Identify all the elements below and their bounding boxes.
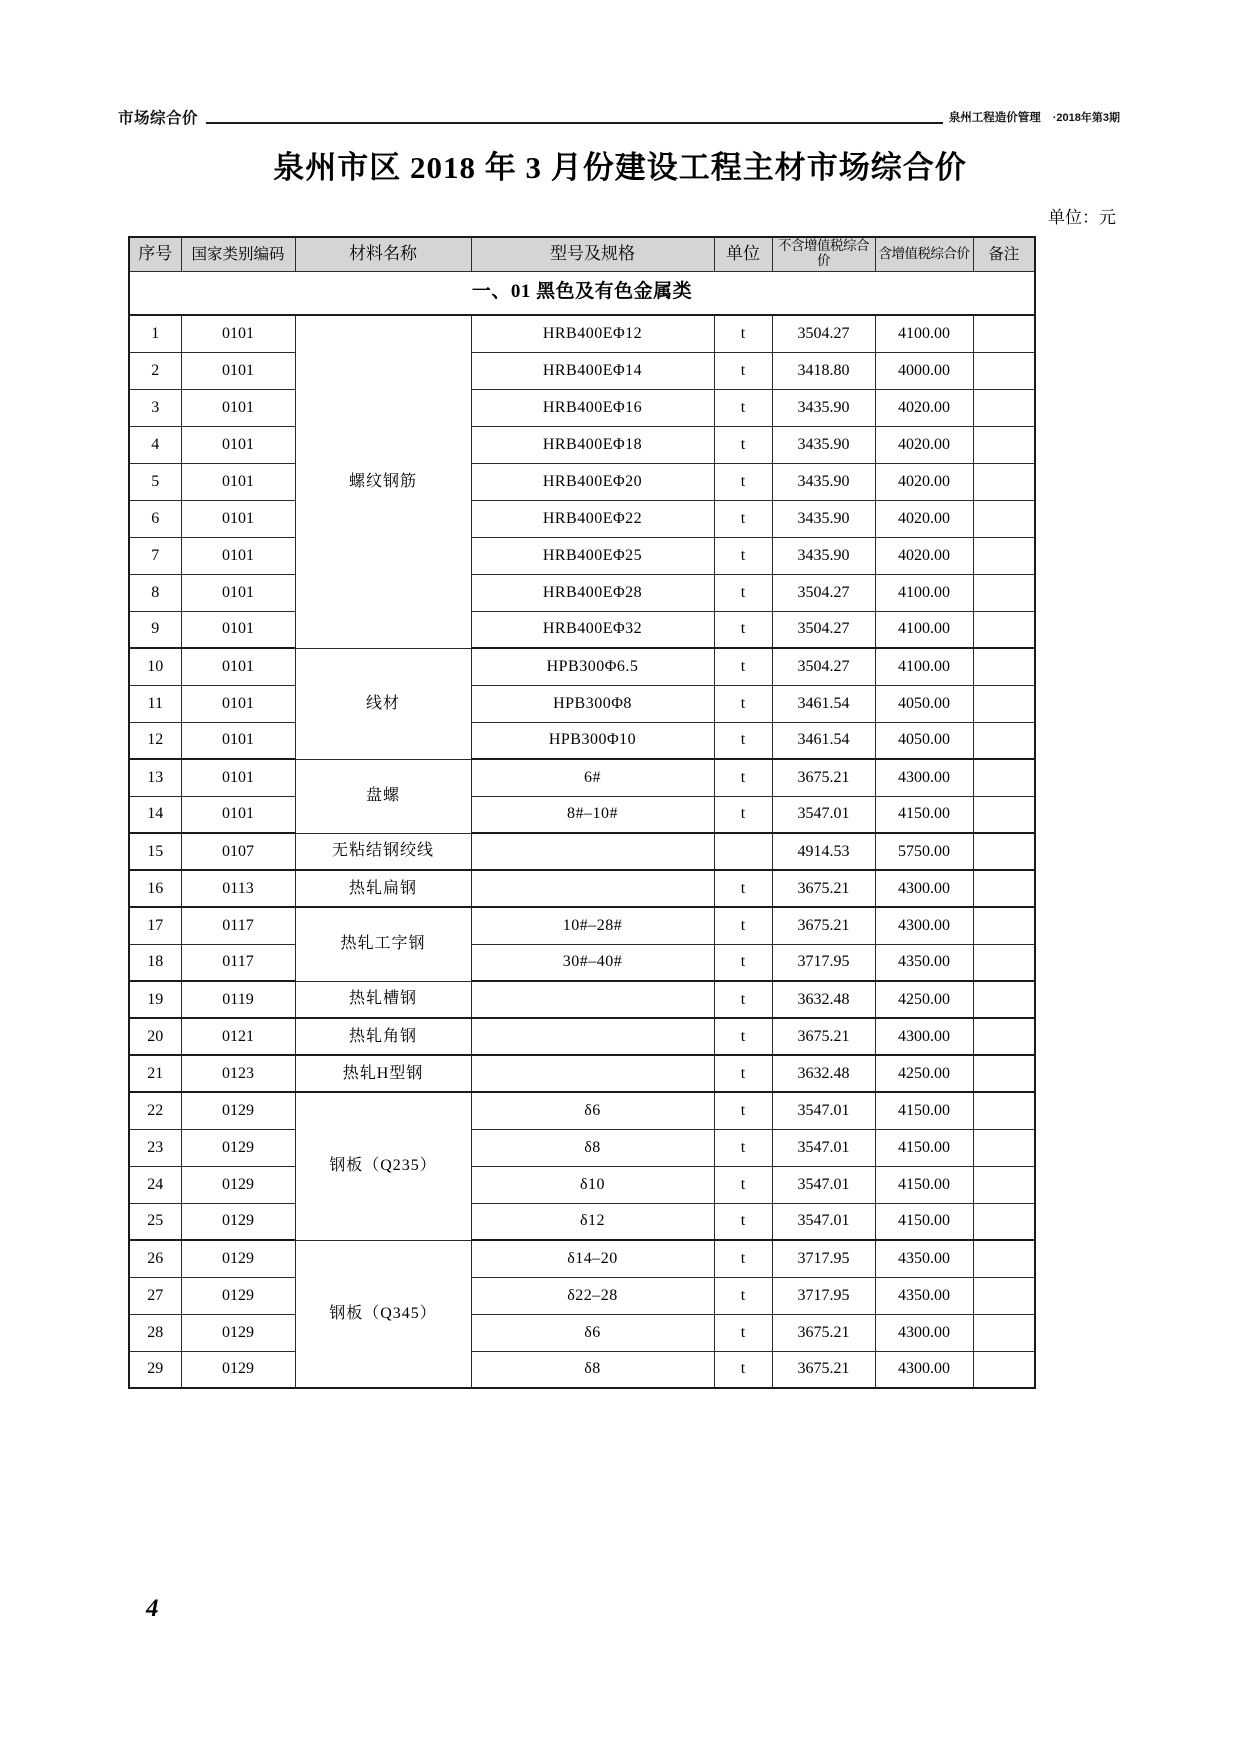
table-row <box>129 759 1035 796</box>
cell-index: 22 <box>129 1092 181 1129</box>
cell-unit: t <box>714 463 772 500</box>
cell-price-inc-tax: 4100.00 <box>875 611 973 648</box>
cell-unit: t <box>714 352 772 389</box>
cell-remark <box>973 537 1035 574</box>
cell-unit: t <box>714 685 772 722</box>
section-heading: 一、01 黑色及有色金属类 <box>129 271 1035 315</box>
cell-price-ex-tax: 3435.90 <box>772 389 875 426</box>
cell-code: 0101 <box>181 315 295 352</box>
cell-price-inc-tax: 5750.00 <box>875 833 973 870</box>
cell-unit: t <box>714 315 772 352</box>
cell-unit: t <box>714 537 772 574</box>
cell-price-inc-tax: 4350.00 <box>875 1240 973 1277</box>
cell-code: 0117 <box>181 907 295 944</box>
section-heading-row <box>129 271 1035 315</box>
cell-material-name: 钢板（Q235） <box>295 1092 471 1240</box>
col-header-index: 序号 <box>129 237 181 271</box>
cell-spec: 10#–28# <box>471 907 714 944</box>
cell-spec: HRB400EΦ28 <box>471 574 714 611</box>
cell-material-name: 热轧工字钢 <box>295 907 471 981</box>
cell-index: 20 <box>129 1018 181 1055</box>
cell-index: 11 <box>129 685 181 722</box>
cell-price-ex-tax: 3675.21 <box>772 870 875 907</box>
cell-index: 5 <box>129 463 181 500</box>
cell-spec: HRB400EΦ14 <box>471 352 714 389</box>
cell-unit: t <box>714 1018 772 1055</box>
running-head-publication: 泉州工程造价管理 <box>948 112 1041 124</box>
cell-code: 0101 <box>181 426 295 463</box>
cell-price-inc-tax: 4150.00 <box>875 1092 973 1129</box>
cell-unit: t <box>714 648 772 685</box>
cell-code: 0129 <box>181 1166 295 1203</box>
cell-price-ex-tax: 3547.01 <box>772 1129 875 1166</box>
cell-remark <box>973 1055 1035 1092</box>
cell-code: 0121 <box>181 1018 295 1055</box>
table-row <box>129 352 1035 389</box>
cell-price-ex-tax: 3547.01 <box>772 1166 875 1203</box>
cell-unit: t <box>714 1203 772 1240</box>
cell-price-inc-tax: 4150.00 <box>875 796 973 833</box>
cell-index: 14 <box>129 796 181 833</box>
cell-spec: HPB300Φ10 <box>471 722 714 759</box>
table-row <box>129 1314 1035 1351</box>
cell-remark <box>973 1351 1035 1388</box>
cell-price-ex-tax: 3504.27 <box>772 315 875 352</box>
cell-spec: HRB400EΦ18 <box>471 426 714 463</box>
cell-remark <box>973 315 1035 352</box>
table-row <box>129 1240 1035 1277</box>
col-header-spec: 型号及规格 <box>471 237 714 271</box>
cell-index: 9 <box>129 611 181 648</box>
cell-code: 0101 <box>181 796 295 833</box>
cell-price-inc-tax: 4020.00 <box>875 389 973 426</box>
cell-price-inc-tax: 4050.00 <box>875 722 973 759</box>
cell-index: 26 <box>129 1240 181 1277</box>
cell-index: 17 <box>129 907 181 944</box>
table-row <box>129 685 1035 722</box>
cell-remark <box>973 574 1035 611</box>
cell-unit: t <box>714 1129 772 1166</box>
unit-note: 单位：元 <box>1048 208 1116 227</box>
col-header-remark: 备注 <box>973 237 1035 271</box>
table-row <box>129 1055 1035 1092</box>
cell-price-inc-tax: 4300.00 <box>875 759 973 796</box>
cell-code: 0129 <box>181 1240 295 1277</box>
cell-price-ex-tax: 3547.01 <box>772 796 875 833</box>
cell-spec <box>471 1055 714 1092</box>
cell-code: 0101 <box>181 463 295 500</box>
cell-unit: t <box>714 759 772 796</box>
cell-spec: HPB300Φ6.5 <box>471 648 714 685</box>
running-head-rule <box>206 122 943 124</box>
cell-code: 0129 <box>181 1129 295 1166</box>
cell-price-ex-tax: 3504.27 <box>772 574 875 611</box>
table-row <box>129 315 1035 352</box>
col-header-material-name: 材料名称 <box>295 237 471 271</box>
cell-material-name: 钢板（Q345） <box>295 1240 471 1388</box>
cell-code: 0101 <box>181 685 295 722</box>
cell-spec: HRB400EΦ25 <box>471 537 714 574</box>
cell-code: 0101 <box>181 500 295 537</box>
cell-remark <box>973 1314 1035 1351</box>
table-row <box>129 500 1035 537</box>
price-table <box>128 236 1036 1389</box>
cell-index: 19 <box>129 981 181 1018</box>
running-head-issue: ·2018年第3期 <box>1052 112 1120 124</box>
cell-remark <box>973 722 1035 759</box>
cell-remark <box>973 796 1035 833</box>
cell-index: 10 <box>129 648 181 685</box>
cell-unit: t <box>714 981 772 1018</box>
cell-spec <box>471 981 714 1018</box>
cell-code: 0117 <box>181 944 295 981</box>
table-row <box>129 722 1035 759</box>
table-row <box>129 1203 1035 1240</box>
table-row <box>129 981 1035 1018</box>
price-table-head <box>129 237 1035 271</box>
cell-index: 16 <box>129 870 181 907</box>
cell-unit: t <box>714 1092 772 1129</box>
cell-remark <box>973 648 1035 685</box>
cell-code: 0129 <box>181 1092 295 1129</box>
cell-price-ex-tax: 3675.21 <box>772 1018 875 1055</box>
table-row <box>129 537 1035 574</box>
cell-code: 0101 <box>181 722 295 759</box>
table-row <box>129 1092 1035 1129</box>
cell-spec: HRB400EΦ32 <box>471 611 714 648</box>
cell-code: 0101 <box>181 611 295 648</box>
cell-code: 0101 <box>181 648 295 685</box>
cell-price-ex-tax: 3435.90 <box>772 537 875 574</box>
cell-price-ex-tax: 3717.95 <box>772 1240 875 1277</box>
cell-price-ex-tax: 3435.90 <box>772 426 875 463</box>
cell-price-inc-tax: 4300.00 <box>875 1351 973 1388</box>
cell-code: 0101 <box>181 352 295 389</box>
cell-index: 12 <box>129 722 181 759</box>
cell-remark <box>973 352 1035 389</box>
cell-index: 6 <box>129 500 181 537</box>
cell-price-inc-tax: 4150.00 <box>875 1203 973 1240</box>
cell-spec: δ6 <box>471 1092 714 1129</box>
cell-unit: t <box>714 1351 772 1388</box>
cell-spec: δ8 <box>471 1129 714 1166</box>
cell-unit <box>714 833 772 870</box>
cell-index: 13 <box>129 759 181 796</box>
cell-index: 27 <box>129 1277 181 1314</box>
cell-code: 0129 <box>181 1203 295 1240</box>
cell-price-inc-tax: 4300.00 <box>875 1314 973 1351</box>
cell-price-ex-tax: 3632.48 <box>772 981 875 1018</box>
cell-index: 23 <box>129 1129 181 1166</box>
cell-price-inc-tax: 4300.00 <box>875 907 973 944</box>
table-row <box>129 389 1035 426</box>
cell-price-inc-tax: 4020.00 <box>875 500 973 537</box>
cell-price-inc-tax: 4020.00 <box>875 426 973 463</box>
table-row <box>129 463 1035 500</box>
cell-unit: t <box>714 611 772 648</box>
cell-index: 24 <box>129 1166 181 1203</box>
page-number: 4 <box>146 1595 159 1622</box>
cell-spec <box>471 833 714 870</box>
cell-price-ex-tax: 3675.21 <box>772 1314 875 1351</box>
cell-index: 7 <box>129 537 181 574</box>
cell-price-ex-tax: 3504.27 <box>772 611 875 648</box>
cell-price-inc-tax: 4100.00 <box>875 648 973 685</box>
cell-unit: t <box>714 574 772 611</box>
cell-spec: HRB400EΦ12 <box>471 315 714 352</box>
col-header-unit: 单位 <box>714 237 772 271</box>
cell-price-inc-tax: 4150.00 <box>875 1166 973 1203</box>
cell-unit: t <box>714 1240 772 1277</box>
cell-spec: δ12 <box>471 1203 714 1240</box>
cell-price-inc-tax: 4050.00 <box>875 685 973 722</box>
cell-price-ex-tax: 4914.53 <box>772 833 875 870</box>
table-row <box>129 648 1035 685</box>
cell-spec: δ22–28 <box>471 1277 714 1314</box>
cell-spec: δ10 <box>471 1166 714 1203</box>
cell-remark <box>973 981 1035 1018</box>
table-row <box>129 870 1035 907</box>
table-row <box>129 1018 1035 1055</box>
cell-unit: t <box>714 1055 772 1092</box>
cell-spec: 6# <box>471 759 714 796</box>
cell-index: 28 <box>129 1314 181 1351</box>
table-row <box>129 1166 1035 1203</box>
cell-index: 29 <box>129 1351 181 1388</box>
cell-index: 2 <box>129 352 181 389</box>
cell-code: 0101 <box>181 574 295 611</box>
cell-spec: HRB400EΦ20 <box>471 463 714 500</box>
cell-index: 21 <box>129 1055 181 1092</box>
cell-material-name: 热轧角钢 <box>295 1018 471 1055</box>
cell-code: 0129 <box>181 1314 295 1351</box>
cell-material-name: 热轧H型钢 <box>295 1055 471 1092</box>
cell-price-ex-tax: 3675.21 <box>772 1351 875 1388</box>
price-table-body <box>129 271 1035 1388</box>
cell-unit: t <box>714 796 772 833</box>
table-row <box>129 833 1035 870</box>
cell-material-name: 热轧槽钢 <box>295 981 471 1018</box>
cell-price-inc-tax: 4350.00 <box>875 1277 973 1314</box>
cell-price-ex-tax: 3675.21 <box>772 907 875 944</box>
cell-spec: δ14–20 <box>471 1240 714 1277</box>
cell-remark <box>973 500 1035 537</box>
cell-index: 4 <box>129 426 181 463</box>
cell-remark <box>973 759 1035 796</box>
cell-price-ex-tax: 3632.48 <box>772 1055 875 1092</box>
cell-spec: HRB400EΦ22 <box>471 500 714 537</box>
cell-remark <box>973 907 1035 944</box>
cell-material-name: 螺纹钢筋 <box>295 315 471 648</box>
cell-spec: δ8 <box>471 1351 714 1388</box>
table-row <box>129 426 1035 463</box>
cell-price-inc-tax: 4350.00 <box>875 944 973 981</box>
table-row <box>129 611 1035 648</box>
cell-remark <box>973 389 1035 426</box>
cell-unit: t <box>714 426 772 463</box>
cell-price-inc-tax: 4100.00 <box>875 315 973 352</box>
cell-index: 18 <box>129 944 181 981</box>
cell-remark <box>973 1129 1035 1166</box>
cell-price-inc-tax: 4300.00 <box>875 1018 973 1055</box>
table-row <box>129 944 1035 981</box>
table-header-row <box>129 237 1035 271</box>
cell-spec: δ6 <box>471 1314 714 1351</box>
cell-index: 1 <box>129 315 181 352</box>
cell-code: 0107 <box>181 833 295 870</box>
cell-unit: t <box>714 944 772 981</box>
cell-price-ex-tax: 3547.01 <box>772 1092 875 1129</box>
cell-price-ex-tax: 3717.95 <box>772 1277 875 1314</box>
page-title: 泉州市区 2018 年 3 月份建设工程主材市场综合价 <box>273 150 967 185</box>
cell-price-ex-tax: 3461.54 <box>772 722 875 759</box>
cell-price-ex-tax: 3717.95 <box>772 944 875 981</box>
cell-price-inc-tax: 4150.00 <box>875 1129 973 1166</box>
cell-unit: t <box>714 870 772 907</box>
table-row <box>129 574 1035 611</box>
table-row <box>129 907 1035 944</box>
cell-remark <box>973 463 1035 500</box>
cell-remark <box>973 1277 1035 1314</box>
cell-spec <box>471 870 714 907</box>
cell-unit: t <box>714 722 772 759</box>
cell-remark <box>973 870 1035 907</box>
cell-code: 0129 <box>181 1351 295 1388</box>
cell-spec: 30#–40# <box>471 944 714 981</box>
cell-unit: t <box>714 1277 772 1314</box>
cell-code: 0119 <box>181 981 295 1018</box>
cell-price-inc-tax: 4250.00 <box>875 981 973 1018</box>
cell-remark <box>973 611 1035 648</box>
cell-remark <box>973 1166 1035 1203</box>
cell-code: 0101 <box>181 759 295 796</box>
cell-material-name: 线材 <box>295 648 471 759</box>
cell-price-ex-tax: 3675.21 <box>772 759 875 796</box>
cell-spec: HPB300Φ8 <box>471 685 714 722</box>
cell-unit: t <box>714 907 772 944</box>
cell-remark <box>973 1092 1035 1129</box>
cell-price-ex-tax: 3547.01 <box>772 1203 875 1240</box>
cell-unit: t <box>714 389 772 426</box>
table-row <box>129 1351 1035 1388</box>
cell-price-inc-tax: 4020.00 <box>875 537 973 574</box>
cell-price-inc-tax: 4300.00 <box>875 870 973 907</box>
cell-remark <box>973 1018 1035 1055</box>
cell-price-inc-tax: 4000.00 <box>875 352 973 389</box>
cell-price-inc-tax: 4100.00 <box>875 574 973 611</box>
cell-material-name: 无粘结钢绞线 <box>295 833 471 870</box>
col-header-price-inc-tax: 含增值税综合价 <box>875 237 973 271</box>
cell-index: 8 <box>129 574 181 611</box>
cell-price-inc-tax: 4020.00 <box>875 463 973 500</box>
cell-unit: t <box>714 1314 772 1351</box>
col-header-price-ex-tax: 不含增值税综合价 <box>772 237 875 271</box>
price-table-wrap <box>128 236 1020 1389</box>
table-row <box>129 1277 1035 1314</box>
cell-unit: t <box>714 500 772 537</box>
cell-code: 0113 <box>181 870 295 907</box>
cell-price-ex-tax: 3418.80 <box>772 352 875 389</box>
cell-index: 15 <box>129 833 181 870</box>
cell-price-ex-tax: 3435.90 <box>772 500 875 537</box>
cell-remark <box>973 833 1035 870</box>
cell-remark <box>973 426 1035 463</box>
cell-spec <box>471 1018 714 1055</box>
cell-unit: t <box>714 1166 772 1203</box>
running-head <box>118 102 1122 132</box>
cell-price-ex-tax: 3504.27 <box>772 648 875 685</box>
cell-price-inc-tax: 4250.00 <box>875 1055 973 1092</box>
table-row <box>129 1129 1035 1166</box>
col-header-code: 国家类别编码 <box>181 237 295 271</box>
cell-price-ex-tax: 3435.90 <box>772 463 875 500</box>
cell-remark <box>973 1203 1035 1240</box>
running-head-right <box>949 109 1122 125</box>
cell-spec: HRB400EΦ16 <box>471 389 714 426</box>
cell-code: 0101 <box>181 537 295 574</box>
cell-code: 0101 <box>181 389 295 426</box>
cell-index: 25 <box>129 1203 181 1240</box>
cell-code: 0129 <box>181 1277 295 1314</box>
cell-spec: 8#–10# <box>471 796 714 833</box>
cell-index: 3 <box>129 389 181 426</box>
cell-price-ex-tax: 3461.54 <box>772 685 875 722</box>
cell-remark <box>973 1240 1035 1277</box>
running-head-left-label: 市场综合价 <box>118 110 199 127</box>
cell-code: 0123 <box>181 1055 295 1092</box>
cell-remark <box>973 944 1035 981</box>
cell-material-name: 热轧扁钢 <box>295 870 471 907</box>
cell-remark <box>973 685 1035 722</box>
cell-material-name: 盘螺 <box>295 759 471 833</box>
table-row <box>129 796 1035 833</box>
